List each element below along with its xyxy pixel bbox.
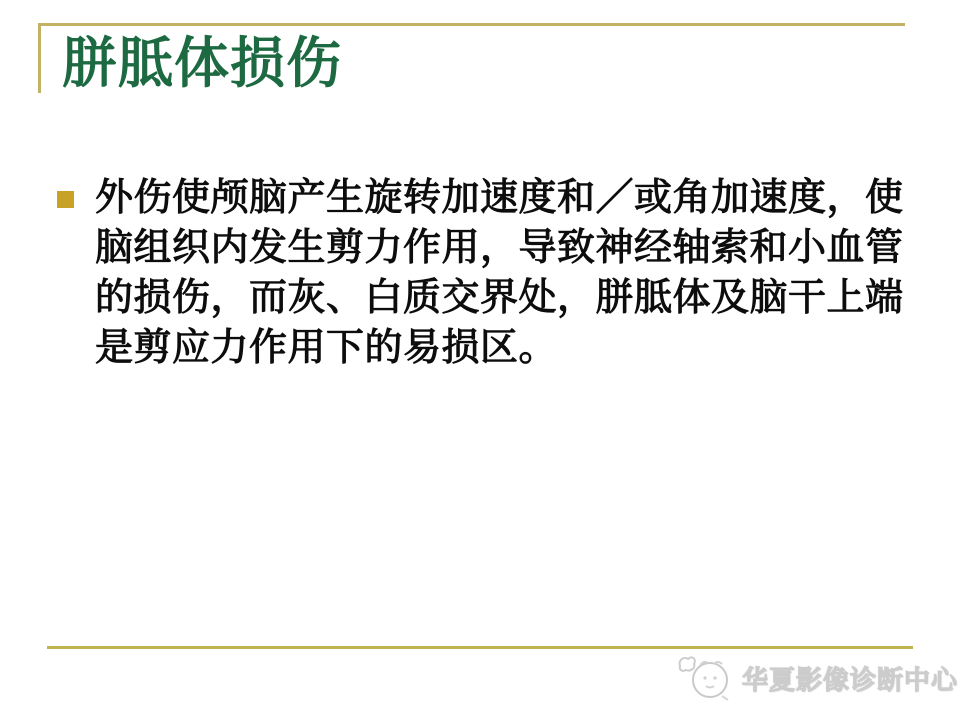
- bullet-text-line: 的损伤，而灰、白质交界处，胼胝体及脑干上端: [95, 277, 904, 319]
- slide-title: 胼胝体损伤: [62, 33, 343, 94]
- bullet-square-icon: [57, 191, 74, 208]
- title-accent-bar: [38, 23, 41, 93]
- mascot-sketch-icon: [676, 652, 734, 704]
- bottom-accent-line: [47, 646, 913, 649]
- bullet-text-block: [95, 173, 904, 373]
- bullet-text-line: 脑组织内发生剪力作用，导致神经轴索和小血管: [95, 227, 904, 269]
- bullet-text-line: 外伤使颅脑产生旋转加速度和／或角加速度，使: [95, 177, 904, 219]
- watermark: [676, 652, 958, 704]
- bullet-text-line: 是剪应力作用下的易损区。: [95, 327, 558, 369]
- top-accent-line: [38, 23, 905, 26]
- bullet-paragraph: [57, 173, 904, 373]
- watermark-text: 华夏影像诊断中心: [742, 664, 959, 695]
